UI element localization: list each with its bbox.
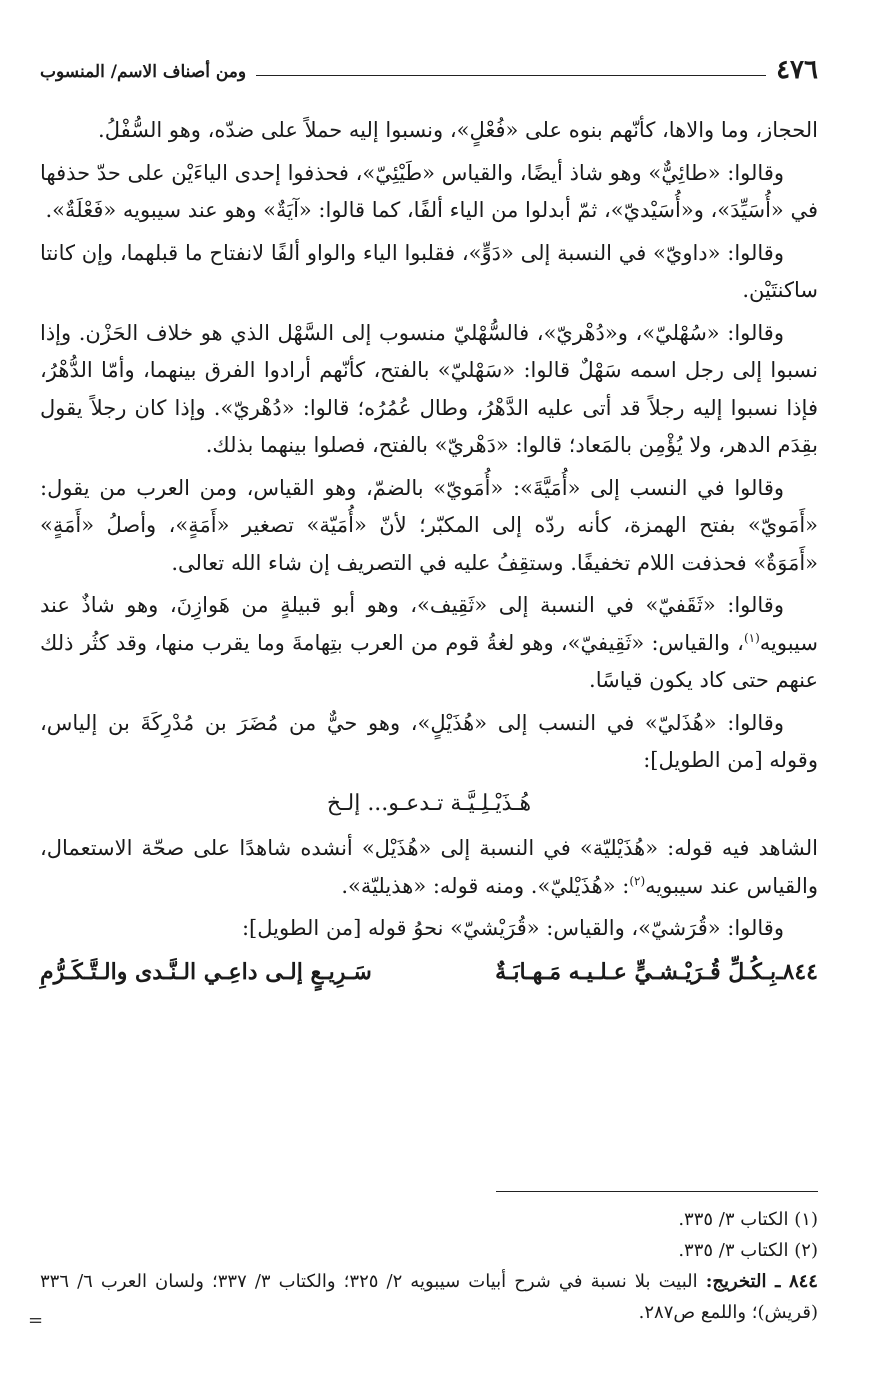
takhrij-text: البيت بلا نسبة في شرح أبيات سيبويه ٢/ ٣٢٥؛ والكتاب ٣/ ٣٣٧؛ ولسان العرب ٦/ ٣٣٦ (قريش)؛ واللمع ص٢٨٧.	[40, 1271, 818, 1323]
paragraph: وقالوا: «قُرَشيّ»، والقياس: «قُرَيْشيّ» نحوُ قوله [من الطويل]:	[241, 916, 784, 940]
paragraph-text: وقالوا: «ثَقَفيّ» في النسبة إلى «ثَقِيف»، وهو أبو قبيلةٍ من هَوازِنَ، وهو شاذٌ عند سيبويه	[40, 593, 818, 655]
verse-first-hemistich: بِـكُـلِّ قُـرَيْـشـيٍّ عـلـيـه مَـهـابَـةٌ	[495, 958, 777, 985]
paragraph: وقالوا: «هُذَليّ» في النسب إلى «هُذَيْلٍ»، وهو حيٌّ من مُضَرَ بن مُدْرِكَةَ بن إلياس، وقوله [من الطويل]:	[40, 710, 818, 772]
margin-mark: =	[28, 1310, 44, 1331]
footnote: (٢) الكتاب ٣/ ٣٣٥.	[678, 1240, 818, 1261]
verse-line	[40, 954, 818, 992]
book-page	[40, 0, 818, 1376]
takhrij-note	[40, 1266, 818, 1328]
paragraph-text: ، والقياس: «ثَقِيفيّ»، وهو لغةُ قوم من العرب بتِهامةَ وما يقرب منها، وقد كثُر ذلك عنهم حتى كاد يكون قياسًا.	[40, 630, 818, 692]
footnote: (١) الكتاب ٣/ ٣٣٥.	[678, 1209, 818, 1230]
paragraph-text: الشاهد فيه قوله: «هُذَيْليّة» في النسبة إلى «هُذَيْل» أنشده شاهدًا على صحّة الاستعمال، والقياس عند سيبويه	[40, 836, 818, 898]
main-text	[40, 112, 818, 991]
page-header	[40, 44, 818, 84]
footnote-ref: (٢)	[629, 873, 646, 888]
running-title: ومن أصناف الاسم/ المنسوب	[40, 62, 247, 82]
paragraph	[40, 830, 818, 905]
footnote-rule	[496, 1191, 818, 1192]
paragraph: وقالوا: «طائِيٌّ» وهو شاذ أيضًا، والقياس «طَيْئِيّ»، فحذفوا إحدى الياءَيْن على حدّ حذفها في «أُسَيِّدَ»، و«أُسَيْديّ»، ثمّ أبدلوا من الياء ألفًا، كما قالوا: «آيَةٌ» وهو عند سيبويه «فَعْلَةٌ».	[40, 160, 818, 222]
footnote-ref: (١)	[743, 630, 760, 645]
page-number: ٤٧٦	[776, 55, 818, 85]
verse-second-hemistich: سَـرِيـعٍ إلـى داعِـي الـنَّـدى والـتَّـكَـرُّمِ	[40, 958, 372, 985]
takhrij-label: ٨٤٤ ـ التخريج:	[705, 1271, 818, 1292]
header-rule	[256, 75, 766, 76]
paragraph: وقالوا: «داويّ» في النسبة إلى «دَوٍّ»، فقلبوا الياء والواو ألفًا لانفتاح ما قبلهما، وإن كانتا ساكنتَيْن.	[40, 240, 818, 302]
paragraph-text: : «هُذَيْليّ». ومنه قوله: «هذيليّة».	[341, 873, 630, 898]
paragraph: الحجاز، وما والاها، كأنّهم بنوه على «فُعْلٍ»، ونسبوا إليه حملاً على ضدّه، وهو السُّفْلُ.	[98, 118, 818, 142]
paragraph: وقالوا في النسب إلى «أُمَيَّةَ»: «أُمَويّ» بالضمّ، وهو القياس، ومن العرب من يقول: «أَمَويّ» بفتح الهمزة، كأنه ردّه إلى المكبّر؛ لأنّ «أُمَيّة» تصغير «أَمَةٍ»، وأصلُ «أَمَةٍ» «أَمَوَةٌ» فحذفت اللام تخفيفًا. وستقِفُ عليه في التصريف إن شاء الله تعالى.	[40, 475, 818, 575]
verse-number: ٨٤٤ـ	[776, 958, 818, 985]
footnotes	[40, 1204, 818, 1328]
paragraph: وقالوا: «سُهْليّ»، و«دُهْريّ»، فالسُّهْليّ منسوب إلى السَّهْل الذي هو خلاف الحَزْن. وإذا نسبوا إلى رجل اسمه سَهْلٌ قالوا: «سَهْليّ» بالفتح، كأنّهم أرادوا الفرق بينهما، وأمّا الدُّهْرُ، فإذا نسبوا إليه رجلاً قد أتى عليه الدَّهْرُ، وطال عُمُرُه؛ قالوا: «دُهْريّ». وإذا كان رجلاً يقول بقِدَم الدهر، ولا يُؤْمِن بالمَعاد؛ قالوا: «دَهْريّ» بالفتح، فصلوا بينهما بذلك.	[40, 320, 818, 457]
paragraph	[40, 587, 818, 700]
poetry-hemistich: هُـذَيْـلِـيَّـة تـدعـو... إلـخ	[326, 790, 532, 816]
